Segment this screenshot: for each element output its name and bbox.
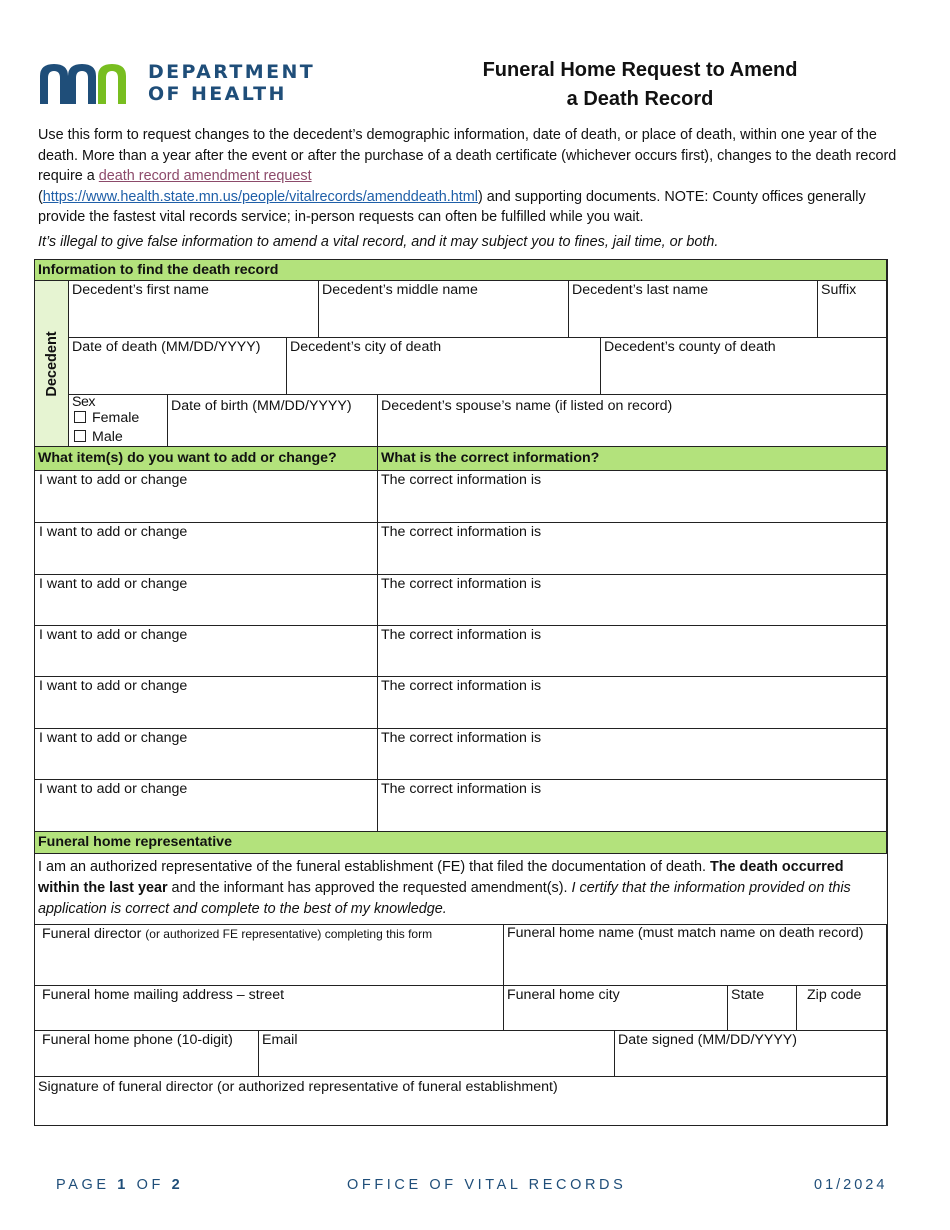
change-item-field[interactable]: I want to add or change	[35, 780, 378, 832]
female-checkbox[interactable]	[74, 411, 86, 423]
suffix-field[interactable]: Suffix	[818, 281, 887, 338]
intro-paragraph: Use this form to request changes to the decedent’s demographic information, date of death, or place of death, within one year of the death. More than a year after the event or after the purchase of a death certificate (whichever occurs first), changes to the death record require a death record amendment request (https://www.health.state.mn.us/people/vitalrecords/amenddeath.html) and supporting documents. NOTE: County offices generally provide the fastest vital records service; in-person requests can often be fulfilled while you wait.	[38, 127, 897, 226]
correct-info-field[interactable]: The correct information is	[378, 729, 887, 780]
county-of-death-field[interactable]: Decedent’s county of death	[601, 338, 887, 395]
page-indicator: PAGE 1 OF 2	[56, 1177, 184, 1193]
phone-field[interactable]: Funeral home phone (10-digit)	[35, 1031, 259, 1077]
legal-warning: It’s illegal to give false information to amend a vital record, and it may subject you to fines, jail time, or both.	[38, 234, 719, 250]
correct-info-field[interactable]: The correct information is	[378, 626, 887, 677]
office-name: OFFICE OF VITAL RECORDS	[347, 1177, 627, 1193]
section-header-funeral-home: Funeral home representative	[35, 832, 887, 854]
change-item-field[interactable]: I want to add or change	[35, 523, 378, 575]
change-item-field[interactable]: I want to add or change	[35, 471, 378, 523]
mn-logo-icon	[38, 60, 138, 106]
funeral-home-city-field[interactable]: Funeral home city	[504, 986, 728, 1031]
zip-code-field[interactable]: Zip code	[797, 986, 887, 1031]
attestation-text: I am an authorized representative of the funeral establishment (FE) that filed the documentation of death. The death occurred within the last year and the informant has approved the requested amendment(s). I certify that the information provided on this application is correct and complete to the best of my knowledge.	[35, 854, 887, 925]
date-signed-field[interactable]: Date signed (MM/DD/YYYY)	[615, 1031, 887, 1077]
mdh-logo	[38, 60, 328, 108]
change-item-field[interactable]: I want to add or change	[35, 729, 378, 780]
change-item-field[interactable]: I want to add or change	[35, 677, 378, 729]
date-of-birth-field[interactable]: Date of birth (MM/DD/YYYY)	[168, 395, 378, 447]
correct-info-field[interactable]: The correct information is	[378, 780, 887, 832]
city-of-death-field[interactable]: Decedent’s city of death	[287, 338, 601, 395]
decedent-side-label: Decedent	[35, 281, 69, 447]
middle-name-field[interactable]: Decedent’s middle name	[319, 281, 569, 338]
form-date: 01/2024	[814, 1177, 888, 1193]
change-item-field[interactable]: I want to add or change	[35, 626, 378, 677]
section-header-death-record: Information to find the death record	[35, 260, 887, 281]
correct-info-field[interactable]: The correct information is	[378, 677, 887, 729]
funeral-director-field[interactable]: Funeral director (or authorized FE representative) completing this form	[35, 925, 504, 986]
correct-info-field[interactable]: The correct information is	[378, 523, 887, 575]
date-of-death-field[interactable]: Date of death (MM/DD/YYYY)	[69, 338, 287, 395]
logo-text: DEPARTMENT OF HEALTH	[148, 61, 316, 105]
funeral-home-name-field[interactable]: Funeral home name (must match name on death record)	[504, 925, 887, 986]
changes-right-header: What is the correct information?	[378, 447, 887, 471]
state-field[interactable]: State	[728, 986, 797, 1031]
mailing-address-field[interactable]: Funeral home mailing address – street	[35, 986, 504, 1031]
signature-field[interactable]: Signature of funeral director (or authorized representative of funeral establishment)	[35, 1077, 887, 1125]
email-field[interactable]: Email	[259, 1031, 615, 1077]
changes-left-header: What item(s) do you want to add or change?	[35, 447, 378, 471]
sex-male-option[interactable]: Male	[72, 428, 164, 447]
change-item-field[interactable]: I want to add or change	[35, 575, 378, 626]
sex-field: Sex Female Male	[69, 395, 168, 447]
amendment-request-link[interactable]: death record amendment request	[98, 168, 312, 185]
page-title: Funeral Home Request to Amend a Death Record	[482, 59, 798, 110]
last-name-field[interactable]: Decedent’s last name	[569, 281, 818, 338]
correct-info-field[interactable]: The correct information is	[378, 575, 887, 626]
male-checkbox[interactable]	[74, 430, 86, 442]
amendment-url-link[interactable]: https://www.health.state.mn.us/people/vitalrecords/amenddeath.html	[42, 188, 478, 205]
sex-female-option[interactable]: Female	[72, 409, 164, 428]
correct-info-field[interactable]: The correct information is	[378, 471, 887, 523]
first-name-field[interactable]: Decedent’s first name	[69, 281, 319, 338]
spouse-name-field[interactable]: Decedent’s spouse’s name (if listed on record)	[378, 395, 887, 447]
